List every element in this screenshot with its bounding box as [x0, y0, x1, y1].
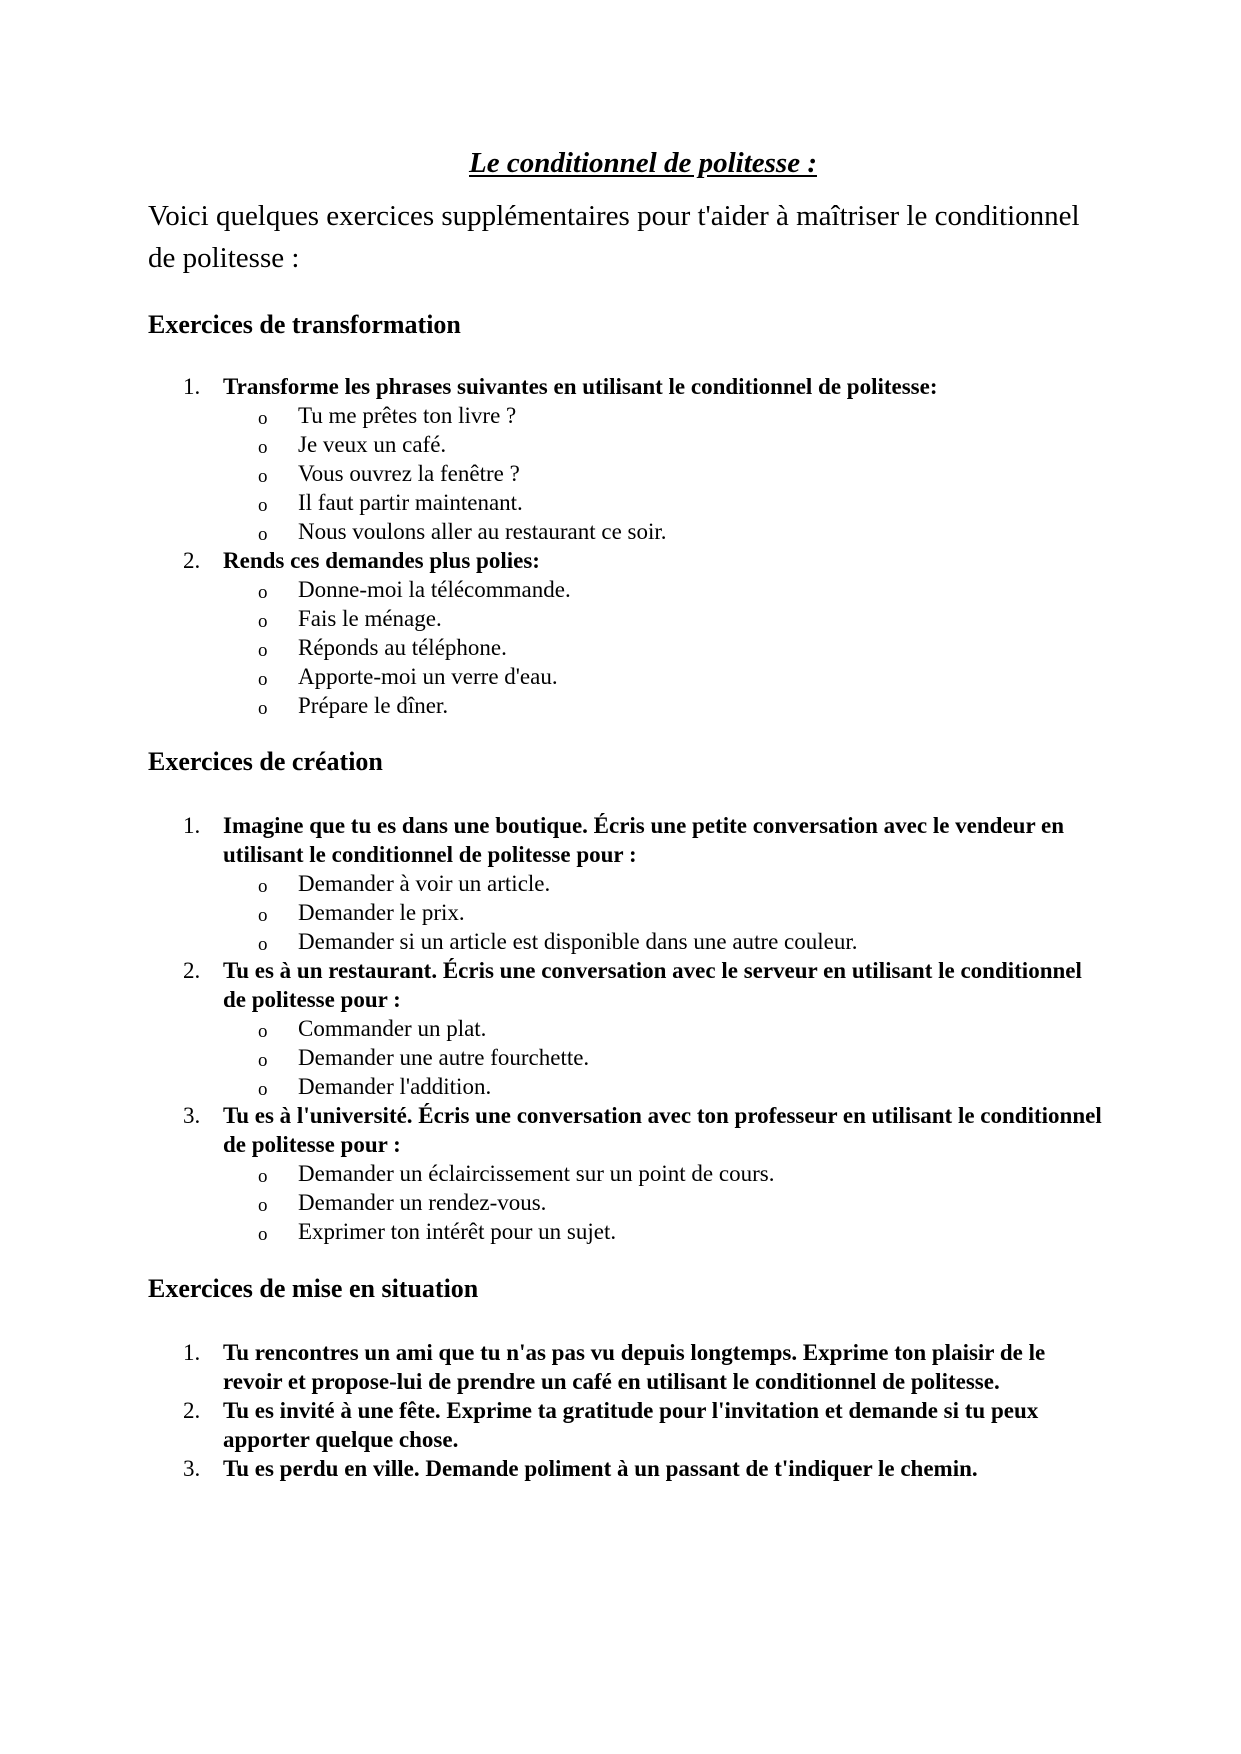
- circle-bullet-icon: o: [258, 1195, 268, 1216]
- sub-list: [223, 1159, 1108, 1246]
- sub-item-text: Fais le ménage.: [298, 606, 442, 631]
- sub-item: [223, 1072, 1108, 1101]
- circle-bullet-icon: o: [258, 1050, 268, 1071]
- circle-bullet-icon: o: [258, 934, 268, 955]
- exercise-list-transformation: [148, 372, 1108, 720]
- sub-item-text: Demander un rendez-vous.: [298, 1190, 547, 1215]
- circle-bullet-icon: o: [258, 640, 268, 661]
- sub-item: [223, 691, 1108, 720]
- document-title: Le conditionnel de politesse :: [469, 147, 817, 179]
- exercise-item: [148, 1396, 1108, 1454]
- sub-item-text: Je veux un café.: [298, 432, 447, 457]
- sub-item-text: Commander un plat.: [298, 1016, 487, 1041]
- circle-bullet-icon: o: [258, 1166, 268, 1187]
- circle-bullet-icon: o: [258, 876, 268, 897]
- sub-item-text: Demander une autre fourchette.: [298, 1045, 590, 1070]
- exercise-list-mise-en-situation: [148, 1338, 1108, 1483]
- sub-item: [223, 869, 1108, 898]
- exercise-prompt: Imagine que tu es dans une boutique. Écris une petite conversation avec le vendeur en utilisant le conditionnel de politesse pour :: [223, 813, 1065, 867]
- sub-list: [223, 575, 1108, 720]
- exercise-list-creation: [148, 811, 1108, 1246]
- sub-item-text: Exprimer ton intérêt pour un sujet.: [298, 1219, 617, 1244]
- sub-item-text: Donne-moi la télécommande.: [298, 577, 571, 602]
- exercise-prompt: Tu es à l'université. Écris une conversation avec ton professeur en utilisant le conditionnel de politesse pour :: [223, 1103, 1102, 1157]
- section-title-transformation: Exercices de transformation: [148, 310, 461, 339]
- sub-item: [223, 1043, 1108, 1072]
- circle-bullet-icon: o: [258, 1079, 268, 1100]
- sub-item-text: Demander l'addition.: [298, 1074, 492, 1099]
- exercise-prompt: Transforme les phrases suivantes en utilisant le conditionnel de politesse:: [223, 374, 938, 399]
- sub-item-text: Prépare le dîner.: [298, 693, 449, 718]
- sub-item-text: Demander le prix.: [298, 900, 465, 925]
- exercise-number: 3.: [183, 1103, 201, 1128]
- circle-bullet-icon: o: [258, 905, 268, 926]
- sub-item: [223, 1188, 1108, 1217]
- circle-bullet-icon: o: [258, 408, 268, 429]
- exercise-item: [148, 811, 1108, 956]
- sub-item-text: Tu me prêtes ton livre ?: [298, 403, 517, 428]
- exercise-number: 2.: [183, 958, 201, 983]
- exercise-item: [148, 1101, 1108, 1246]
- sub-item: [223, 662, 1108, 691]
- sub-item: [223, 575, 1108, 604]
- exercise-item: [148, 956, 1108, 1101]
- sub-list: [223, 1014, 1108, 1101]
- exercise-prompt: Rends ces demandes plus polies:: [223, 548, 540, 573]
- sub-item-text: Il faut partir maintenant.: [298, 490, 523, 515]
- sub-item: [223, 488, 1108, 517]
- exercise-number: 3.: [183, 1456, 201, 1481]
- sub-item: [223, 1159, 1108, 1188]
- exercise-item: [148, 1454, 1108, 1483]
- circle-bullet-icon: o: [258, 1021, 268, 1042]
- circle-bullet-icon: o: [258, 524, 268, 545]
- section-title-mise-en-situation: Exercices de mise en situation: [148, 1274, 479, 1303]
- circle-bullet-icon: o: [258, 466, 268, 487]
- sub-item-text: Vous ouvrez la fenêtre ?: [298, 461, 520, 486]
- sub-item: [223, 517, 1108, 546]
- circle-bullet-icon: o: [258, 437, 268, 458]
- circle-bullet-icon: o: [258, 582, 268, 603]
- exercise-prompt: Tu es invité à une fête. Exprime ta gratitude pour l'invitation et demande si tu peux apporter quelque chose.: [223, 1398, 1039, 1452]
- exercise-number: 2.: [183, 1398, 201, 1423]
- sub-item-text: Réponds au téléphone.: [298, 635, 507, 660]
- sub-item-text: Demander un éclaircissement sur un point de cours.: [298, 1161, 775, 1186]
- sub-list: [223, 869, 1108, 956]
- sub-item-text: Nous voulons aller au restaurant ce soir.: [298, 519, 667, 544]
- circle-bullet-icon: o: [258, 698, 268, 719]
- sub-item: [223, 459, 1108, 488]
- exercise-item: [148, 546, 1108, 720]
- circle-bullet-icon: o: [258, 669, 268, 690]
- circle-bullet-icon: o: [258, 1224, 268, 1245]
- circle-bullet-icon: o: [258, 611, 268, 632]
- sub-item-text: Demander à voir un article.: [298, 871, 551, 896]
- intro-paragraph: Voici quelques exercices supplémentaires pour t'aider à maîtriser le conditionnel de politesse :: [148, 200, 1080, 274]
- sub-item-text: Demander si un article est disponible dans une autre couleur.: [298, 929, 858, 954]
- exercise-number: 1.: [183, 1340, 201, 1365]
- sub-item: [223, 604, 1108, 633]
- exercise-prompt: Tu es à un restaurant. Écris une conversation avec le serveur en utilisant le conditionnel de politesse pour :: [223, 958, 1082, 1012]
- exercise-prompt: Tu rencontres un ami que tu n'as pas vu depuis longtemps. Exprime ton plaisir de le revoir et propose-lui de prendre un café en utilisant le conditionnel de politesse.: [223, 1340, 1046, 1394]
- exercise-item: [148, 372, 1108, 546]
- sub-item: [223, 927, 1108, 956]
- exercise-number: 2.: [183, 548, 201, 573]
- exercise-number: 1.: [183, 374, 201, 399]
- exercise-number: 1.: [183, 813, 201, 838]
- sub-item: [223, 1217, 1108, 1246]
- sub-item-text: Apporte-moi un verre d'eau.: [298, 664, 558, 689]
- sub-item: [223, 898, 1108, 927]
- sub-list: [223, 401, 1108, 546]
- sub-item: [223, 1014, 1108, 1043]
- exercise-prompt: Tu es perdu en ville. Demande poliment à un passant de t'indiquer le chemin.: [223, 1456, 978, 1481]
- section-title-creation: Exercices de création: [148, 747, 383, 776]
- document-page: [148, 145, 1108, 1483]
- sub-item: [223, 430, 1108, 459]
- sub-item: [223, 401, 1108, 430]
- circle-bullet-icon: o: [258, 495, 268, 516]
- exercise-item: [148, 1338, 1108, 1396]
- sub-item: [223, 633, 1108, 662]
